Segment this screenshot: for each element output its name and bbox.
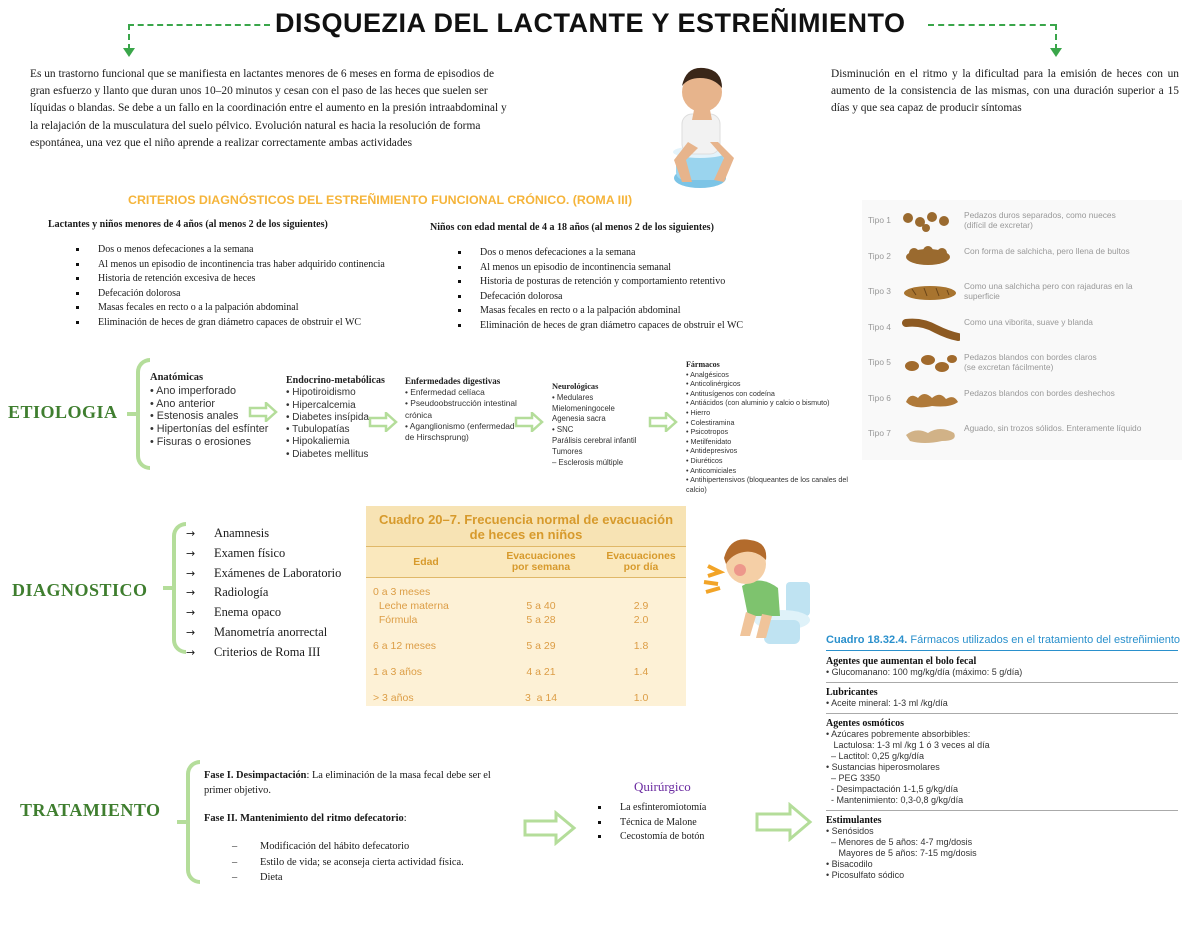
fase2-item (232, 870, 464, 886)
arrow-right-icon (514, 412, 544, 432)
description-line: (difícil de excretar) (964, 220, 1033, 230)
farmacos-treatment-table (826, 634, 1181, 881)
table-cell: 2.0 (633, 614, 649, 626)
criteria-left-heading: Lactantes y niños menores de 4 años (al menos 2 de los siguientes) (48, 219, 328, 230)
diagnostico-item (186, 524, 341, 544)
criteria-item: Eliminación de heces de gran diámetro capaces de obstruir el WC (430, 319, 743, 334)
etiologia-item: • Hipotiroidismo (286, 387, 356, 399)
fase2-item-label: Estilo de vida; se aconseja cierta actividad física. (260, 856, 464, 868)
farmacos-table-caption (826, 634, 1181, 646)
group-heading: Estimulantes (826, 815, 882, 826)
criteria-title: CRITERIOS DIAGNÓSTICOS DEL ESTREÑIMIENTO FUNCIONAL CRÓNICO. (ROMA III) (128, 193, 633, 207)
bristol-row (862, 277, 1182, 307)
description-line: superficie (964, 291, 1000, 301)
table-row (366, 666, 686, 679)
dash-bullet: – (232, 856, 238, 868)
fase1 (204, 768, 520, 798)
table-cell (596, 586, 686, 599)
table-header-cell (366, 551, 486, 573)
quirurgico-item: Técnica de Malone (570, 816, 706, 831)
criteria-item: Masas fecales en recto o a la palpación abdominal (430, 304, 743, 319)
table-row (366, 600, 686, 613)
anatomicas-heading: Anatómicas (150, 372, 204, 383)
arrow-right-icon (368, 412, 398, 432)
criteria-item: Dos o menos defecaciones a la semana (430, 246, 743, 261)
arrow-right-icon: → (186, 606, 196, 620)
etiologia-item: Parálisis cerebral infantil (552, 435, 637, 445)
etiologia-neurologicas (552, 382, 637, 468)
etiologia-item: • Hipercalcemia (286, 399, 356, 411)
frequency-table (366, 506, 686, 706)
frequency-table-caption (366, 506, 686, 546)
arrow-right-icon: → (186, 546, 196, 560)
table-cell: > 3 años (373, 692, 414, 704)
arrow-right-icon: → (186, 645, 196, 659)
criteria-item: Al menos un episodio de incontinencia tras haber adquirido continencia (48, 258, 385, 273)
arrow-down-icon (123, 48, 135, 57)
diagnostico-item (186, 564, 341, 584)
farmacos-table-rule (826, 650, 1178, 651)
table-row (366, 614, 686, 627)
farmacos-heading: Fármacos (686, 360, 720, 369)
stool-type-icon (902, 421, 960, 447)
group-line: – PEG 3350 (826, 773, 881, 783)
quirurgico-title: Quirúrgico (634, 779, 691, 794)
etiologia-item: Agenesia sacra (552, 414, 606, 424)
table-cell: Leche materna (373, 600, 449, 612)
endocrino-heading: Endocrino-metabólicas (286, 375, 385, 386)
table-cell: 0 a 3 meses (373, 586, 431, 598)
fase2-item (232, 855, 464, 871)
intro-left-text: Es un trastorno funcional que se manifiesta en lactantes menores de 6 meses en forma de episodios de gran esfuerzo y llanto que duran unos 10–20 minutos y cesan con el paso de las heces que suelen ser líquidas o blandas. Se debe a un fallo en la coordinación entre el aumento en la presión intraabdominal y la relajación de la musculatura del suelo pélvico. Evolución natural es hacia la resolución de forma espontánea, una vez que el niño aprende a realizar correctamente ambas actividades (30, 68, 507, 149)
bristol-row (862, 242, 1182, 272)
group-divider (826, 810, 1178, 811)
bristol-type-label: Tipo 5 (868, 357, 891, 367)
stool-type-icon (902, 208, 960, 234)
diagnostico-item (186, 583, 341, 603)
table-cell: 4 a 21 (526, 666, 556, 678)
header-line: por semana (511, 562, 571, 573)
criteria-item: Eliminación de heces de gran diámetro capaces de obstruir el WC (48, 316, 385, 331)
etiologia-item: de Hirschsprung) (405, 432, 469, 443)
etiologia-item: • Estenosis anales (150, 410, 239, 423)
etiologia-item: • Antiácidos (con aluminio y calcio o bismuto) (686, 398, 830, 408)
criteria-item: Dos o menos defecaciones a la semana (48, 243, 385, 258)
criteria-item: Defecación dolorosa (48, 287, 385, 302)
stool-type-icon (902, 315, 960, 341)
etiologia-item: • Diuréticos (686, 455, 723, 465)
criteria-left-list (48, 243, 385, 331)
criteria-item: Defecación dolorosa (430, 290, 743, 305)
diagnostico-brace (172, 522, 186, 654)
etiologia-item: • Ano imperforado (150, 384, 237, 397)
etiologia-farmacos (686, 360, 848, 494)
table-row (366, 692, 686, 705)
diagnostico-item-label: Enema opaco (214, 605, 282, 620)
diagnostico-item-label: Criterios de Roma III (214, 644, 321, 659)
description-line: Como una salchicha pero con rajaduras en la (964, 281, 1133, 291)
etiologia-item: • Hipertonías del esfínter (150, 423, 269, 436)
diagnostico-item-label: Anamnesis (214, 526, 270, 540)
title-connector-right-drop (1055, 24, 1057, 50)
caption-line: Cuadro 20–7. Frecuencia normal de evacuación (378, 512, 674, 527)
child-on-toilet-illustration (700, 524, 820, 650)
table-header-cell (486, 551, 596, 573)
etiologia-item: • Diabetes insípida (286, 411, 369, 423)
fase1-title: Fase I. Desimpactación (204, 770, 307, 781)
group-line: • Glucomanano: 100 mg/kg/día (máximo: 5 g/día) (826, 667, 1023, 677)
group-line: • Sustancias hiperosmolares (826, 762, 940, 772)
etiologia-item: • Antihipertensivos (bloqueantes de los canales del (686, 475, 848, 485)
arrow-right-icon (648, 412, 678, 432)
table-header-cell (596, 551, 686, 573)
dash-bullet: – (232, 872, 238, 883)
etiologia-item: • Hipokaliemia (286, 436, 350, 448)
group-line: - Desimpactación 1-1,5 g/kg/día (826, 784, 959, 794)
etiologia-item: • Pseudoobstrucción intestinal (405, 398, 517, 409)
etiologia-item: • Metilfenidato (686, 436, 732, 446)
bristol-type-label: Tipo 2 (868, 250, 891, 261)
table-cell: 1 a 3 años (373, 666, 423, 678)
etiologia-item: • Enfermedad celíaca (405, 387, 485, 398)
etiologia-item: • Anticomiciales (686, 465, 737, 475)
table-row (366, 586, 686, 599)
bristol-stool-chart (862, 200, 1182, 460)
etiologia-item: • Antidepresivos (686, 446, 738, 456)
group-line: – Lactitol: 0,25 g/kg/día (826, 751, 925, 761)
bristol-type-label: Tipo 7 (868, 428, 891, 438)
criteria-right-list (430, 246, 743, 334)
stool-type-icon (902, 244, 960, 270)
etiologia-item: – Esclerosis múltiple (552, 457, 624, 467)
arrow-right-icon: → (186, 566, 196, 580)
bristol-type-label: Tipo 3 (868, 286, 891, 296)
description-line: Aguado, sin trozos sólidos. Enteramente líquido (964, 423, 1142, 433)
etiologia-item: • Analgésicos (686, 369, 729, 379)
bristol-description (964, 281, 1133, 301)
title-connector-left-drop (128, 24, 130, 50)
description-line: Con forma de salchicha, pero llena de bultos (964, 245, 1130, 256)
diagnostico-label: DIAGNOSTICO (12, 580, 148, 600)
table-cell: 2.9 (633, 600, 649, 612)
etiologia-digestivas (405, 376, 517, 443)
arrow-right-icon: → (186, 586, 196, 600)
fase2-item (232, 839, 464, 855)
title-connector-right (928, 24, 1056, 26)
diagnostico-item-label: Radiología (214, 585, 269, 600)
bristol-description (964, 317, 1093, 327)
frequency-table-header (366, 546, 686, 578)
etiologia-item: calcio) (686, 484, 707, 494)
table-cell (486, 586, 596, 599)
group-divider (826, 713, 1178, 714)
group-divider (826, 682, 1178, 683)
etiologia-item: • Psicotropos (686, 427, 729, 437)
diagnostico-item (186, 623, 341, 643)
table-cell: 1.4 (633, 666, 649, 678)
diagnostico-item (186, 544, 341, 564)
bristol-row (862, 348, 1182, 378)
description-line: Pedazos blandos con bordes claros (964, 352, 1097, 362)
etiologia-item: Mielomeningocele (552, 403, 615, 413)
fase2-item-label: Dieta (260, 872, 283, 883)
criteria-right-heading: Niños con edad mental de 4 a 18 años (al menos 2 de los siguientes) (430, 222, 714, 233)
group-line: Lactulosa: 1-3 ml /kg 1 ó 3 veces al día (826, 740, 990, 750)
etiologia-item: • Medulares (552, 392, 594, 402)
bristol-type-label: Tipo 6 (868, 392, 891, 403)
bristol-type-label: Tipo 4 (868, 321, 891, 332)
group-line: - Mantenimiento: 0,3-0,8 g/kg/día (826, 795, 964, 805)
fase2-suffix: : (403, 813, 407, 824)
header-line: Evacuaciones (506, 551, 576, 562)
header-line: Evacuaciones (606, 551, 676, 562)
farmacos-table-caption-text: Fármacos utilizados en el tratamiento del estreñimiento (907, 634, 1181, 646)
etiologia-item: • SNC (552, 425, 574, 435)
child-on-potty-illustration (652, 56, 744, 196)
criteria-item: Masas fecales en recto o a la palpación abdominal (48, 301, 385, 316)
arrow-right-icon (248, 402, 278, 422)
diagnostico-item (186, 603, 341, 623)
diagnostico-item-label: Exámenes de Laboratorio (214, 565, 342, 580)
etiologia-item: • Antitusígenos con codeína (686, 388, 775, 398)
table-cell: 1.8 (633, 640, 649, 652)
group-heading: Lubricantes (826, 687, 878, 698)
table-cell: 1.0 (633, 692, 649, 704)
tratamiento-label: TRATAMIENTO (20, 800, 161, 820)
neurologicas-heading: Neurológicas (552, 382, 599, 391)
tratamiento-brace (186, 760, 200, 884)
etiologia-item: crónica (405, 409, 432, 420)
etiologia-item: • Ano anterior (150, 397, 216, 410)
fase1-text: : La eliminación de la masa fecal debe ser el primer objetivo. (204, 770, 491, 796)
page-title: DISQUEZIA DEL LACTANTE Y ESTREÑIMIENTO (275, 8, 906, 38)
farmacos-table-caption-number: Cuadro 18.32.4. (826, 634, 908, 646)
header-line: por día (623, 562, 659, 573)
group-heading: Agentes osmóticos (826, 718, 905, 729)
bristol-description (964, 423, 1141, 433)
bristol-description (964, 352, 1097, 372)
table-cell: 5 a 28 (526, 614, 556, 626)
etiologia-brace (136, 358, 150, 470)
group-heading: Agentes que aumentan el bolo fecal (826, 656, 977, 667)
bristol-description (964, 246, 1130, 256)
bristol-row (862, 384, 1182, 414)
group-line: • Bisacodilo (826, 859, 873, 869)
group-line: Mayores de 5 años: 7-15 mg/dosis (826, 848, 977, 858)
arrow-down-icon (1050, 48, 1062, 57)
etiologia-item: • Anticolinérgicos (686, 379, 741, 389)
stool-type-icon (902, 279, 960, 305)
quirurgico-list (570, 801, 706, 845)
header-line: Edad (413, 557, 439, 568)
quirurgico-item: Cecostomía de botón (570, 830, 706, 845)
diagnostico-item-label: Examen físico (214, 545, 286, 560)
diagnostico-list (186, 524, 341, 663)
diagnostico-item (186, 643, 341, 663)
diagnostico-item-label: Manometría anorrectal (214, 624, 328, 639)
fase2-item-label: Modificación del hábito defecatorio (260, 841, 410, 852)
etiologia-item: • Diabetes mellitus (286, 448, 369, 460)
fase2-title: Fase II. Mantenimiento del ritmo defecatorio (204, 813, 404, 824)
caption-line: de heces en niños (469, 527, 583, 542)
digestivas-heading: Enfermedades digestivas (405, 376, 501, 386)
fase2-list (232, 839, 464, 886)
table-cell: 5 a 29 (526, 640, 556, 652)
stool-type-icon (902, 386, 960, 412)
etiologia-item: • Colestiramina (686, 417, 735, 427)
arrow-right-icon: → (186, 625, 196, 639)
group-line: – Menores de 5 años: 4-7 mg/dosis (826, 837, 973, 847)
arrow-right-icon: → (186, 527, 196, 540)
description-line: Pedazos duros separados, como nueces (964, 210, 1116, 220)
title-connector-left (128, 24, 270, 26)
etiologia-item: • Hierro (686, 407, 711, 417)
etiologia-label: ETIOLOGIA (8, 402, 118, 422)
table-cell: Fórmula (373, 614, 418, 626)
quirurgico-item: La esfinteromiotomía (570, 801, 706, 816)
bristol-row (862, 313, 1182, 343)
description-line: Pedazos blandos con bordes deshechos (964, 387, 1115, 398)
stool-type-icon (902, 350, 960, 376)
fase2 (204, 811, 407, 826)
description-line: Como una viborita, suave y blanda (964, 316, 1093, 327)
bristol-row (862, 206, 1182, 236)
etiologia-item: • Fisuras o erosiones (150, 435, 251, 448)
etiologia-item: • Aganglionismo (enfermedad (405, 420, 515, 431)
arrow-right-icon (754, 802, 814, 842)
bristol-description (964, 388, 1115, 398)
group-line: • Picosulfato sódico (826, 870, 905, 880)
table-row (366, 640, 686, 653)
intro-right-text: Disminución en el ritmo y la dificultad para la emisión de heces con un aumento de la consistencia de las mismas, con una duración superior a 15 días y que sea capaz de producir síntomas (831, 68, 1179, 115)
group-line: • Aceite mineral: 1-3 ml /kg/día (826, 698, 948, 708)
criteria-item: Historia de retención excesiva de heces (48, 272, 385, 287)
etiologia-item: Tumores (552, 446, 583, 456)
bristol-row (862, 419, 1182, 449)
group-line: • Azúcares pobremente absorbibles: (826, 729, 971, 739)
dash-bullet: – (232, 841, 238, 852)
criteria-item: Al menos un episodio de incontinencia semanal (430, 261, 743, 276)
criteria-item: Historia de posturas de retención y comportamiento retentivo (430, 275, 743, 290)
table-cell: 5 a 40 (526, 600, 556, 612)
etiologia-item: • Tubulopatías (286, 424, 350, 436)
bristol-type-label: Tipo 1 (868, 215, 891, 225)
description-line: (se excretan fácilmente) (964, 362, 1054, 372)
table-cell: 6 a 12 meses (373, 640, 437, 652)
table-cell: 3 a 14 (524, 692, 558, 704)
bristol-description (964, 210, 1116, 230)
group-line: • Senósidos (826, 826, 874, 836)
